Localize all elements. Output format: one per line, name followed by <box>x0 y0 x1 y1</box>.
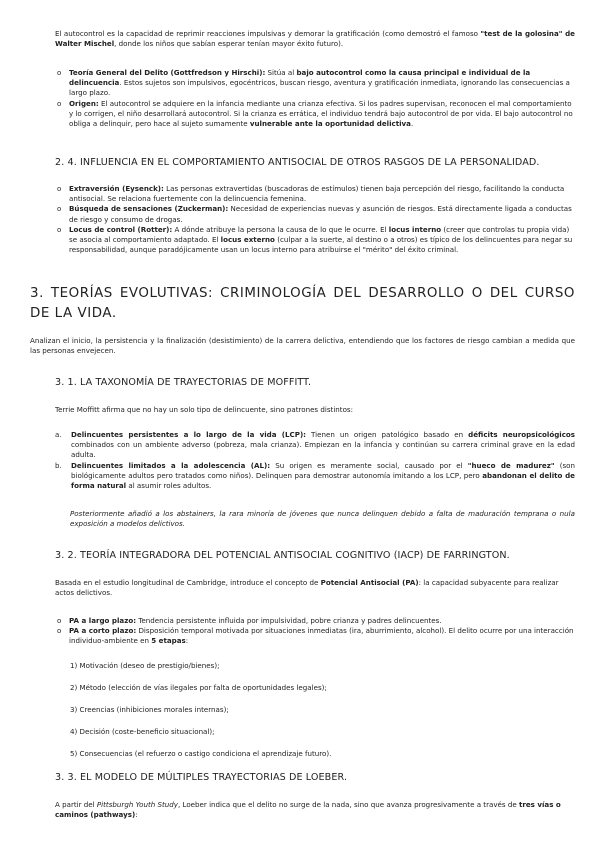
section-heading-3-1: 3. 1. LA TAXONOMÍA DE TRAYECTORIAS DE MOFFITT. <box>55 377 312 388</box>
bullet-text: Disposición temporal motivada por situaciones inmediatas (ira, aburrimiento, alcohol). El delito ocurre por una interacción individuo-ambiente en <box>69 626 574 646</box>
bullet-marker: o <box>57 185 62 193</box>
bullet-lead: Locus de control (Rotter): <box>69 224 173 234</box>
section-3-paragraph: Analizan el inicio, la persistencia y la finalización (desistimiento) de la carrera delictiva, entendiendo que los factores de riesgo cambian a medida que las personas envejecen. <box>30 336 575 356</box>
step-3: 3) Creencias (inhibiciones morales internas); <box>70 705 229 714</box>
list-marker: a. <box>55 431 62 439</box>
moffitt-types-list <box>55 430 575 491</box>
bullet-bold: vulnerable ante la oportunidad delictiva <box>249 119 411 129</box>
bullet-lead: PA a corto plazo: <box>69 626 137 636</box>
self-control-bullets <box>55 68 575 129</box>
list-bold: déficits neuropsicológicos <box>468 430 576 439</box>
list-item <box>55 616 575 626</box>
bullet-text: Las personas extravertidas (buscadoras de estímulos) tienen baja percepción del riesgo, facilitando la conducta antisocial. Se relaciona fuertemente con la delincuencia femenina. <box>69 184 565 204</box>
bullet-text: Sitúa al <box>265 68 297 77</box>
step-1: 1) Motivación (deseo de prestigio/bienes); <box>70 661 220 670</box>
section-3-3-paragraph <box>55 800 575 820</box>
section-heading-3-2: 3. 2. TEORÍA INTEGRADORA DEL POTENCIAL ANTISOCIAL COGNITIVO (IACP) DE FARRINGTON. <box>55 550 510 561</box>
paragraph-italic: Pittsburgh Youth Study <box>96 800 178 809</box>
bullet-text: Tendencia persistente influida por impulsividad, pobre crianza y padres delincuentes. <box>136 616 442 625</box>
paragraph-bold: tres vías o caminos (pathways) <box>55 800 561 820</box>
list-bold: abandonan el delito de forma natural <box>71 470 575 491</box>
paragraph-text: A partir del <box>55 800 97 809</box>
intro-text: El autocontrol es la capacidad de reprimir reacciones impulsivas y demorar la gratificación (como demostró el famoso <box>55 29 481 38</box>
bullet-lead: Búsqueda de sensaciones (Zuckerman): <box>69 204 229 214</box>
bullet-lead: Teoría General del Delito (Gottfredson y Hirschi): <box>69 68 266 77</box>
list-item <box>55 99 575 130</box>
list-item <box>55 184 575 204</box>
bullet-text: . <box>410 119 414 129</box>
paragraph-text: , Loeber indica que el delito no surge de la nada, sino que avanza progresivamente a través de <box>177 800 519 809</box>
step-5: 5) Consecuencias (el refuerzo o castigo condiciona el aprendizaje futuro). <box>70 749 332 758</box>
bullet-lead: Origen: <box>69 98 99 108</box>
list-text: (son biológicamente adultos pero tratados como niños). Delinquen para demostrar autonomía imitando a los LCP, pero <box>71 460 576 480</box>
paragraph-text: : <box>135 810 138 820</box>
paragraph-bold: Potencial Antisocial (PA) <box>320 578 419 587</box>
bullet-bold: locus interno <box>388 224 442 234</box>
list-bold: "hueco de madurez" <box>467 460 555 470</box>
bullet-text: A dónde atribuye la persona la causa de lo que le ocurre. El <box>172 224 389 234</box>
bullet-text: El autocontrol se adquiere en la infancia mediante una crianza efectiva. Si los padres supervisan, reconocen el mal comportamiento y lo corrigen, el niño desarrollará autocontrol. Si la crianza es errática, el individuo tendrá bajo autocontrol de por vida. El bajo autocontrol no obliga a delinquir, pero hace al sujeto sumamente <box>69 98 573 129</box>
bullet-lead: PA a largo plazo: <box>69 616 137 625</box>
list-lead: Delincuentes persistentes a lo largo de la vida (LCP): <box>71 430 307 439</box>
list-item <box>55 225 575 256</box>
bullet-marker: o <box>57 69 62 77</box>
list-marker: b. <box>55 461 62 470</box>
moffitt-note: Posteriormente añadió a los abstainers, la rara minoría de jóvenes que nunca delinquen debido a falta de maduración temprana o nula exposición a modelos delictivos. <box>70 509 575 529</box>
intro-bold: "test de la golosina" de Walter Mischel <box>55 29 575 49</box>
list-lead: Delincuentes limitados a la adolescencia (AL): <box>71 460 271 470</box>
list-text: combinados con un ambiente adverso (pobreza, mala crianza). Empiezan en la infancia y continúan su carrera criminal grave en la edad adulta. <box>71 440 575 460</box>
bullet-marker: o <box>57 225 62 234</box>
section-3-2-paragraph <box>55 578 575 598</box>
paragraph-text: Basada en el estudio longitudinal de Cambridge, introduce el concepto de <box>55 578 321 587</box>
bullet-text: (creer que controlas tu propia vida) se asocia al comportamiento adaptado. El <box>69 224 570 245</box>
bullet-marker: o <box>57 627 62 636</box>
section-heading-3: 3. TEORÍAS EVOLUTIVAS: CRIMINOLOGÍA DEL DESARROLLO O DEL CURSO DE LA VIDA. <box>30 286 575 321</box>
personality-traits-bullets <box>55 184 575 255</box>
step-4: 4) Decisión (coste-beneficio situacional); <box>70 727 215 736</box>
bullet-bold: locus externo <box>220 235 275 245</box>
bullet-marker: o <box>57 205 62 214</box>
list-text: al asumir roles adultos. <box>126 481 212 491</box>
bullet-bold: 5 etapas <box>151 636 186 646</box>
bullet-bold: bajo autocontrol como la causa principal e individual de la delincuencia <box>69 68 531 88</box>
list-item <box>55 430 575 461</box>
bullet-text: : <box>185 636 189 646</box>
list-item <box>55 204 575 224</box>
section-heading-2-4: 2. 4. INFLUENCIA EN EL COMPORTAMIENTO ANTISOCIAL DE OTROS RASGOS DE LA PERSONALIDAD. <box>55 157 540 168</box>
antisocial-potential-bullets <box>55 616 575 647</box>
bullet-lead: Extraversión (Eysenck): <box>69 184 164 193</box>
bullet-text: Necesidad de experiencias nuevas y asunción de riesgos. Está directamente ligada a conductas de riesgo y consumo de drogas. <box>69 204 572 224</box>
bullet-text: . Estos sujetos son impulsivos, egocéntricos, buscan riesgo, aventura y gratificación inmediata, ignorando las consecuencias a largo plazo. <box>69 78 570 98</box>
list-text: Su origen es meramente social, causado por el <box>270 460 468 470</box>
intro-text-end: , donde los niños que sabían esperar tenían mayor éxito futuro). <box>114 39 344 49</box>
bullet-marker: o <box>57 617 62 625</box>
list-item <box>55 68 575 99</box>
paragraph-text: : la capacidad subyacente para realizar actos delictivos. <box>55 578 559 598</box>
list-item <box>55 626 575 646</box>
step-2: 2) Método (elección de vías ilegales por falta de oportunidades legales); <box>70 683 327 692</box>
list-item <box>55 461 575 492</box>
section-3-1-paragraph: Terrie Moffitt afirma que no hay un solo tipo de delincuente, sino patrones distintos: <box>55 405 354 414</box>
bullet-marker: o <box>57 99 62 108</box>
section-heading-3-3: 3. 3. EL MODELO DE MÚLTIPLES TRAYECTORIAS DE LOEBER. <box>55 772 348 783</box>
list-text: Tienen un origen patológico basado en <box>306 430 469 439</box>
bullet-text: (culpar a la suerte, al destino o a otros) es típico de los delincuentes para negar su responsabilidad, aunque paradójicamente usan un locus interno para atribuirse el "mérito" del éxito criminal. <box>69 235 573 255</box>
intro-paragraph <box>55 29 575 49</box>
